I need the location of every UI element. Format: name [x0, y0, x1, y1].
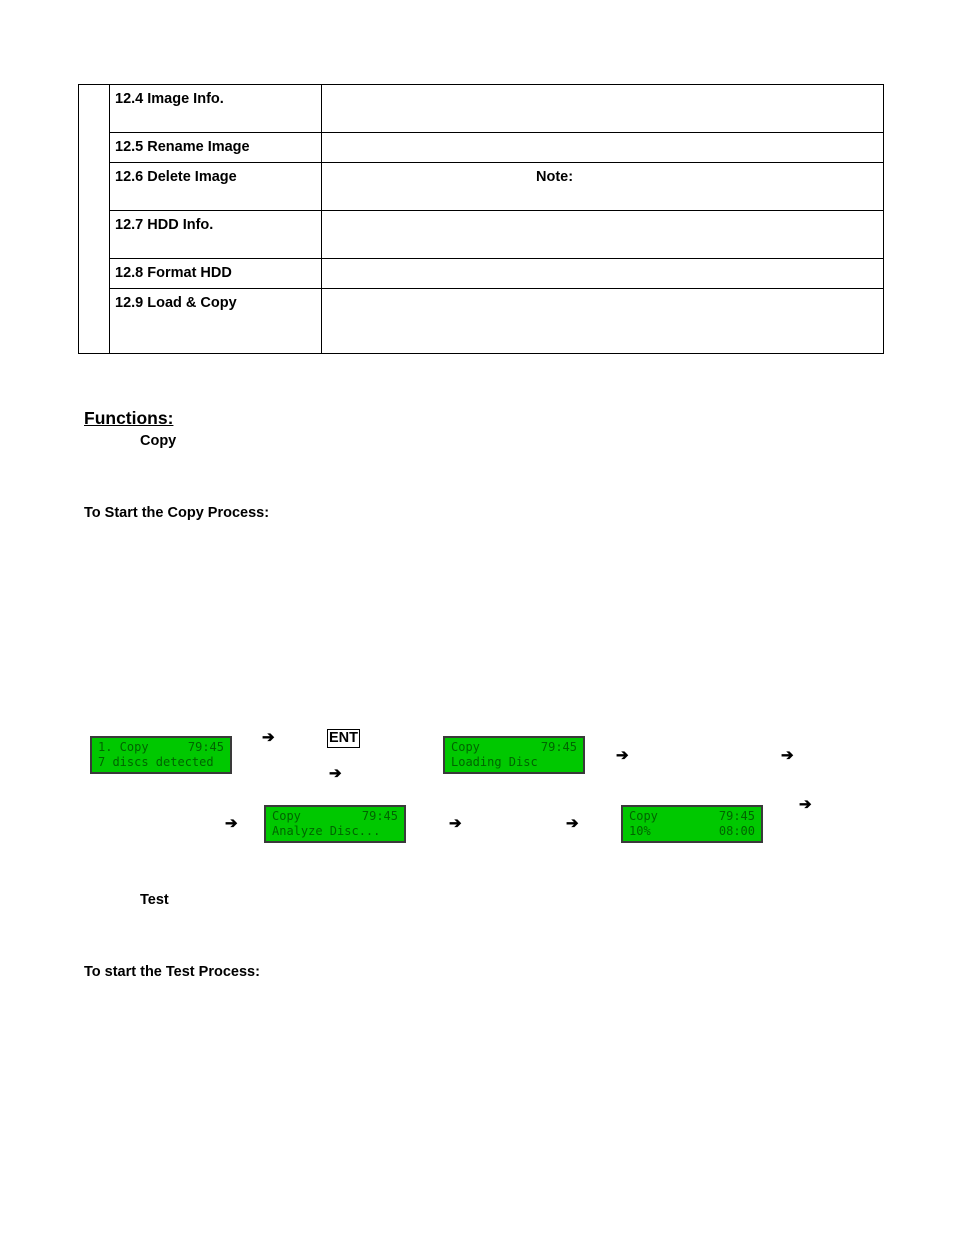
functions-heading: Functions: [84, 408, 174, 428]
copy-section-title: Copy [140, 433, 177, 449]
arrow-right-icon: ➔ [566, 815, 579, 832]
menu-item-delete-image: 12.6 Delete Image [110, 163, 322, 211]
test-section-title: Test [140, 892, 169, 908]
test-process-heading: To start the Test Process: [84, 964, 260, 980]
lcd-copy-loading-disc: Copy 79:45 Loading Disc [443, 736, 585, 774]
lcd-copy-discs-detected: 1. Copy 79:45 7 discs detected [90, 736, 232, 774]
delete-image-note-label: Note: [536, 169, 574, 185]
menu-item-rename-image: 12.5 Rename Image [110, 133, 322, 163]
menu-table [78, 84, 884, 354]
arrow-right-icon: ➔ [449, 815, 462, 832]
arrow-right-icon: ➔ [781, 747, 794, 764]
lcd-copy-analyze-disc: Copy 79:45 Analyze Disc... [264, 805, 406, 843]
menu-desc-load-copy [322, 289, 884, 354]
menu-desc-hdd-info [322, 211, 884, 259]
enter-key-label: ENT [329, 730, 358, 746]
menu-desc-delete-image [322, 163, 884, 211]
menu-item-image-info: 12.4 Image Info. [110, 85, 322, 133]
menu-item-format-hdd: 12.8 Format HDD [110, 259, 322, 289]
menu-item-hdd-info: 12.7 HDD Info. [110, 211, 322, 259]
menu-desc-rename-image [322, 133, 884, 163]
arrow-right-icon: ➔ [225, 815, 238, 832]
copy-process-heading: To Start the Copy Process: [84, 505, 270, 521]
menu-desc-format-hdd [322, 259, 884, 289]
arrow-right-icon: ➔ [262, 729, 275, 746]
arrow-right-icon: ➔ [616, 747, 629, 764]
arrow-right-icon: ➔ [799, 796, 812, 813]
arrow-right-icon: ➔ [329, 765, 342, 782]
menu-desc-image-info [322, 85, 884, 133]
table-gutter [79, 85, 110, 354]
menu-item-load-copy: 12.9 Load & Copy [110, 289, 322, 354]
lcd-copy-progress: Copy 79:45 10% 08:00 [621, 805, 763, 843]
